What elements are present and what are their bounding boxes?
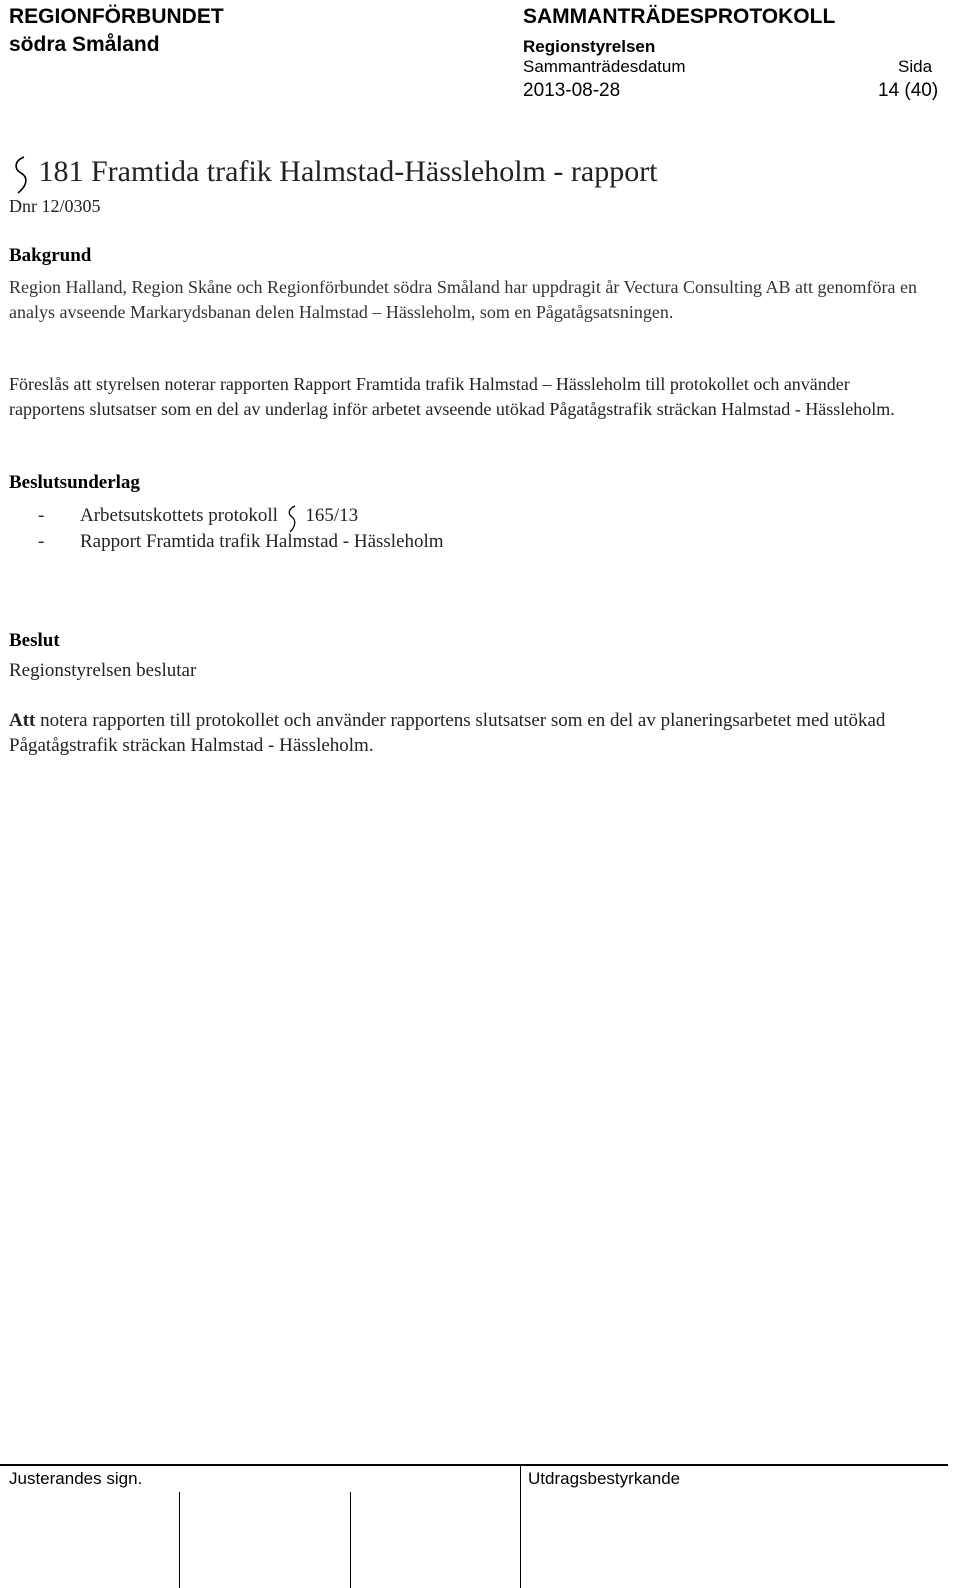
item-title-text: 181 Framtida trafik Halmstad-Hässleholm - rapport bbox=[38, 155, 658, 188]
org-region: södra Småland bbox=[9, 33, 160, 56]
decision-heading: Beslut bbox=[9, 630, 60, 651]
footer-signature-label: Justerandes sign. bbox=[9, 1469, 143, 1488]
section-sign-icon bbox=[9, 155, 31, 195]
governing-body: Regionstyrelsen bbox=[523, 37, 656, 56]
page-label: Sida bbox=[898, 57, 933, 76]
background-heading: Bakgrund bbox=[9, 245, 92, 266]
registration-number: Dnr 12/0305 bbox=[9, 196, 101, 216]
documents-heading: Beslutsunderlag bbox=[9, 472, 140, 493]
signature-box-divider bbox=[350, 1492, 351, 1588]
page-value: 14 (40) bbox=[878, 80, 939, 101]
section-sign-icon bbox=[285, 505, 299, 533]
background-paragraph-1: Region Halland, Region Skåne och Regionförbundet södra Småland har uppdragit år Vectura Consulting AB att genomföra en analys avseende Markarydsbanan delen Halmstad – Hässleholm, som en Pågatågsatsningen. bbox=[9, 277, 917, 322]
decision-intro: Regionstyrelsen beslutar bbox=[9, 660, 197, 681]
item-title bbox=[9, 155, 658, 195]
date-label: Sammanträdesdatum bbox=[523, 57, 686, 76]
decision-att: Att bbox=[9, 710, 36, 731]
background-paragraph-2: Föreslås att styrelsen noterar rapporten Rapport Framtida trafik Halmstad – Hässleholm till protokollet och använder rapportens slutsatser som en del av underlag inför arbetet avseende utökad Pågatågstrafik sträckan Halmstad - Hässleholm. bbox=[9, 374, 895, 419]
list-dash: - bbox=[38, 531, 45, 552]
list-item bbox=[38, 505, 358, 533]
list-item-text: Rapport Framtida trafik Halmstad - Hässleholm bbox=[80, 531, 444, 552]
footer-top-rule bbox=[0, 1464, 948, 1466]
list-item bbox=[38, 531, 444, 553]
list-item-reference: 165/13 bbox=[305, 505, 359, 526]
date-value: 2013-08-28 bbox=[523, 80, 621, 101]
decision-body: notera rapporten till protokollet och använder rapportens slutsatser som en del av planeringsarbetet med utökad Pågatågstrafik sträckan Halmstad - Hässleholm. bbox=[9, 710, 886, 756]
list-item-text: Arbetsutskottets protokoll bbox=[80, 505, 278, 526]
document-type: SAMMANTRÄDESPROTOKOLL bbox=[523, 5, 836, 28]
footer-column-divider bbox=[520, 1464, 521, 1588]
signature-box-divider bbox=[179, 1492, 180, 1588]
footer-certification-label: Utdragsbestyrkande bbox=[528, 1469, 681, 1488]
list-dash: - bbox=[38, 505, 45, 526]
org-name: REGIONFÖRBUNDET bbox=[9, 5, 224, 28]
decision-text bbox=[9, 708, 919, 758]
